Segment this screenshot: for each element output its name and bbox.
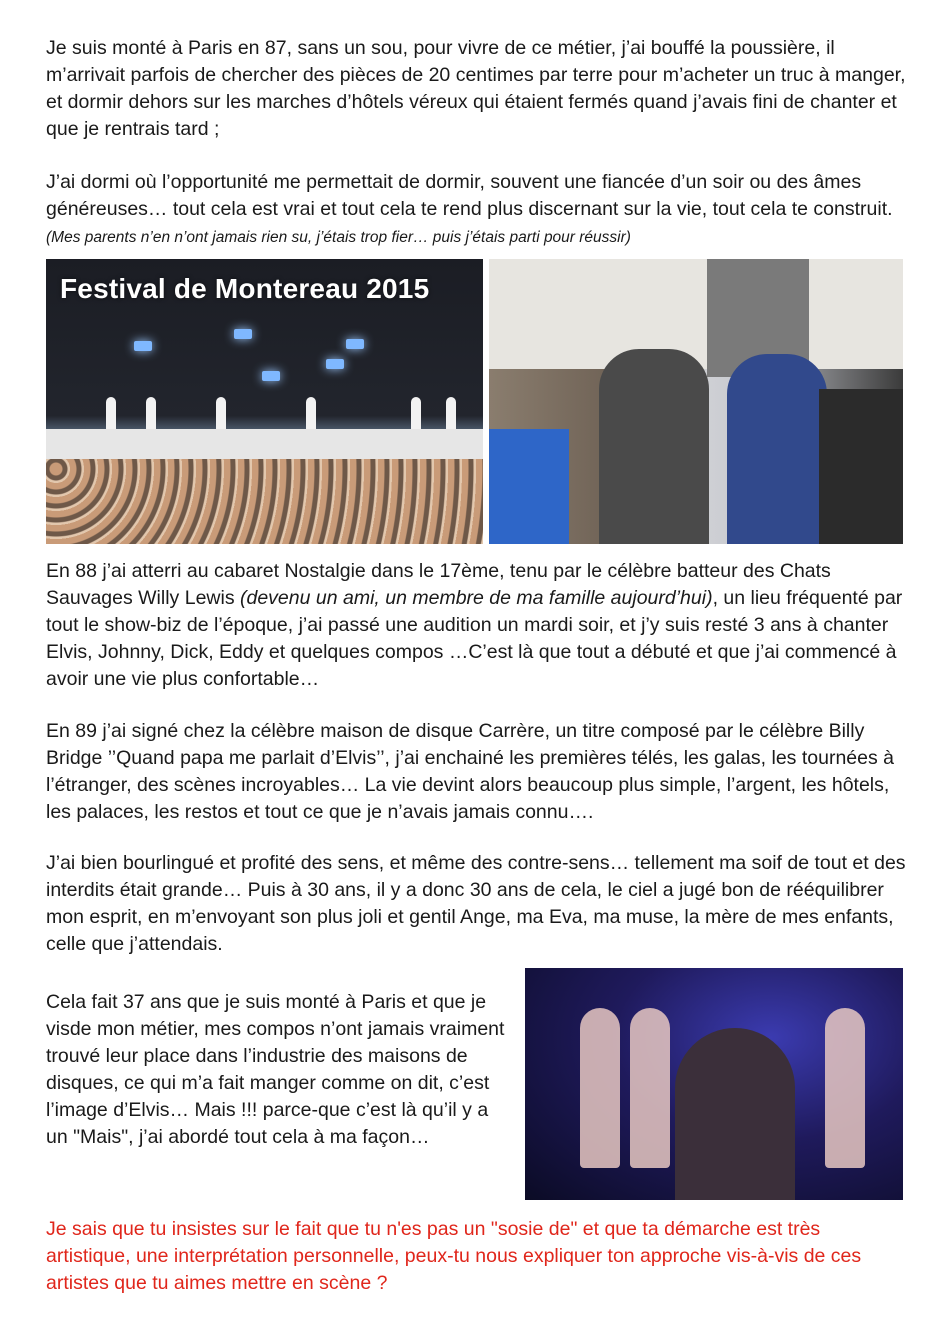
paragraph-sleeping-aside: (Mes parents n’en n’ont jamais rien su, j’étais trop fier… puis j’étais parti pour réussir): [46, 229, 631, 246]
paragraph-cabaret-a: En 88 j’ai atterri au cabaret Nostalgie dans le 17ème, tenu par le célèbre batteur des Chats Sauvages Willy Lewis: [46, 560, 831, 609]
dancer: [825, 1008, 865, 1168]
paragraph-carrere: En 89 j’ai signé chez la célèbre maison de disque Carrère, un titre composé par le célèbre Billy Bridge ’’Quand papa me parlait d’Elvis’’, j’ai enchainé les premières télés, les galas, les tournées à l’étranger, des scènes incroyables… La vie devint alors beaucoup plus simple, l’argent, les hôtels, les palaces, les restos et tout ce que je n’avais jamais connu….: [46, 720, 894, 823]
paragraph-cabaret-italic: (devenu un ami, un membre de ma famille aujourd’hui): [240, 587, 713, 609]
man-patterned-jacket: [599, 349, 709, 544]
paragraph-elvis-image: Cela fait 37 ans que je suis monté à Paris et que je visde mon métier, mes compos n’ont jamais vraiment trouvé leur place dans l’industrie des maisons de disques, ce qui m’a fait manger comme on dit, c’est l’image d’Elvis… Mais !!! parce-que c’est là qu’il y a un "Mais", j’ai abordé tout cela à ma façon…: [46, 991, 505, 1148]
man-blue-suit: [727, 354, 827, 544]
concert-photo: [525, 968, 903, 1200]
festival-caption: Festival de Montereau 2015: [60, 273, 430, 304]
performer: [446, 397, 456, 431]
stage-light: [326, 359, 344, 369]
performer: [306, 397, 316, 431]
shop-wall: [489, 259, 903, 369]
paragraph-bourlingue: J’ai bien bourlingué et profité des sens, et même des contre-sens… tellement ma soif de tout et des interdits était grande… Puis à 30 ans, il y a donc 30 ans de cela, le ciel a jugé bon de rééquilibrer mon esprit, en m’envoyant son plus joli et gentil Ange, ma Eva, ma muse, la mère de mes enfants, celle que j’attendais.: [46, 852, 906, 955]
paragraph-arrival-paris: Je suis monté à Paris en 87, sans un sou, pour vivre de ce métier, j’ai bouffé la poussière, il m’arrivait parfois de chercher des pièces de 20 centimes par terre pour m’acheter un truc à manger, et dormir dehors sur les marches d’hôtels véreux qui étaient fermés quand j’avais fini de chanter et que je rentrais tard ;: [46, 37, 906, 140]
paragraph-cabaret: [46, 558, 906, 693]
shop-handshake-photo: [489, 259, 903, 544]
paragraph-sleeping: [46, 169, 906, 251]
singer: [675, 1028, 795, 1200]
performer: [106, 397, 116, 431]
clothing-rack: [819, 389, 903, 544]
blue-jacket: [489, 429, 569, 544]
performer: [146, 397, 156, 431]
performer: [216, 397, 226, 431]
paragraph-sleeping-main: J’ai dormi où l’opportunité me permettait de dormir, souvent une fiancée d’un soir ou des âmes généreuses… tout cela est vrai et tout cela te rend plus discernant sur la vie, tout cela te construit.: [46, 171, 893, 220]
crowd: [46, 459, 483, 544]
paragraph-cabaret-b: , un lieu fréquenté par tout le show-biz de l’époque, j’ai passé une audition un mardi soir, et j’y suis resté 3 ans à chanter Elvis, Johnny, Dick, Eddy et quelques compos …C’est là que tout a débuté et que j’ai commencé à avoir une vie plus confortable…: [46, 587, 903, 690]
festival-photo: [46, 259, 483, 544]
dancer: [580, 1008, 620, 1168]
interview-question: Je sais que tu insistes sur le fait que tu n'es pas un "sosie de" et que ta démarche est très artistique, une interprétation personnelle, peux-tu nous expliquer ton approche vis-à-vis de ces artistes que tu aimes mettre en scène ?: [46, 1218, 862, 1294]
dancer: [630, 1008, 670, 1168]
stage-floor: [46, 429, 483, 459]
stage-light: [346, 339, 364, 349]
stage-light: [134, 341, 152, 351]
performer: [411, 397, 421, 431]
stage-light: [234, 329, 252, 339]
stage-light: [262, 371, 280, 381]
